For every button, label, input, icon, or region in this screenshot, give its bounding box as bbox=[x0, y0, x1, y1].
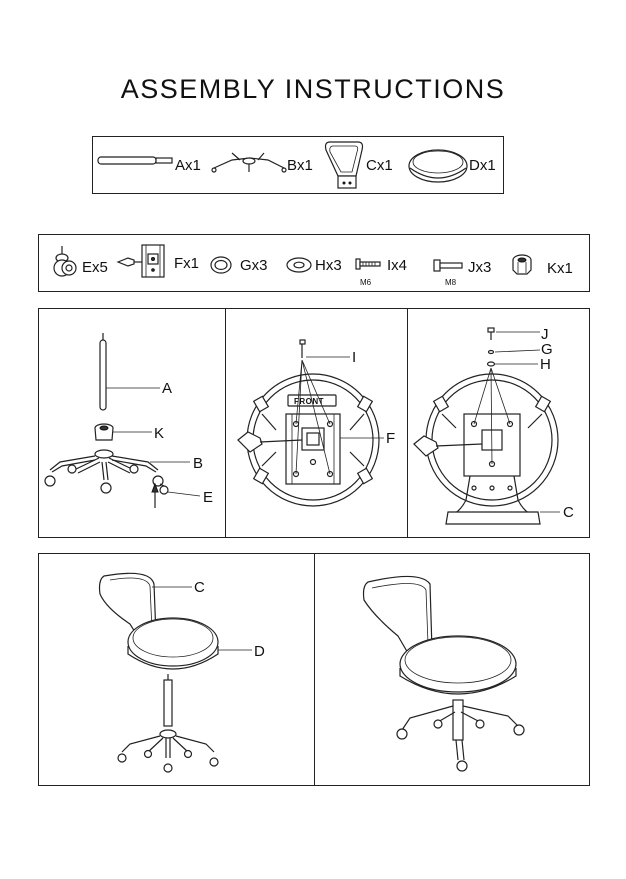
step3-drawing bbox=[414, 328, 560, 524]
part-b-label: Bx1 bbox=[287, 157, 313, 174]
part-e-caster-icon bbox=[54, 246, 76, 276]
part-j-bolt-icon bbox=[434, 260, 462, 271]
step1-label-b: B bbox=[193, 455, 204, 472]
part-i-note: M6 bbox=[360, 278, 372, 287]
step1-drawing bbox=[45, 333, 200, 508]
part-g-label: Gx3 bbox=[240, 257, 268, 274]
step3-label-j: J bbox=[541, 326, 549, 343]
step3-label-g: G bbox=[541, 341, 553, 358]
part-a-label: Ax1 bbox=[175, 157, 201, 174]
part-d-label: Dx1 bbox=[469, 157, 496, 174]
step4-label-d: D bbox=[254, 643, 265, 660]
page-title: ASSEMBLY INSTRUCTIONS bbox=[120, 74, 506, 104]
part-f-label: Fx1 bbox=[174, 255, 200, 272]
step4-label-c: C bbox=[194, 579, 205, 596]
part-d-seat-icon bbox=[409, 150, 467, 182]
step2-label-i: I bbox=[352, 349, 357, 366]
step4-drawing bbox=[100, 573, 253, 772]
step1-label-k: K bbox=[154, 425, 165, 442]
part-c-backrest-icon bbox=[326, 142, 363, 188]
part-h-label: Hx3 bbox=[315, 257, 342, 274]
part-g-washer-icon bbox=[211, 257, 231, 273]
part-j-label: Jx3 bbox=[468, 259, 492, 276]
step3-label-c: C bbox=[563, 504, 574, 521]
part-k-connector-icon bbox=[513, 255, 531, 274]
step2-front-label: FRONT bbox=[294, 397, 325, 406]
step1-label-e: E bbox=[203, 489, 214, 506]
step1-label-a: A bbox=[162, 380, 173, 397]
part-h-washer-icon bbox=[287, 258, 311, 272]
step5-drawing bbox=[364, 576, 525, 771]
part-i-label: Ix4 bbox=[387, 257, 408, 274]
part-e-label: Ex5 bbox=[82, 259, 108, 276]
step2-label-f: F bbox=[386, 430, 396, 447]
part-j-note: M8 bbox=[445, 278, 457, 287]
part-k-label: Kx1 bbox=[547, 260, 573, 277]
part-f-plate-icon bbox=[118, 245, 164, 277]
part-b-base-icon bbox=[212, 153, 286, 172]
step2-drawing bbox=[238, 340, 384, 506]
part-c-label: Cx1 bbox=[366, 157, 393, 174]
step3-label-h: H bbox=[540, 356, 551, 373]
part-a-rod-icon bbox=[98, 157, 172, 164]
part-i-screw-icon bbox=[356, 259, 380, 269]
